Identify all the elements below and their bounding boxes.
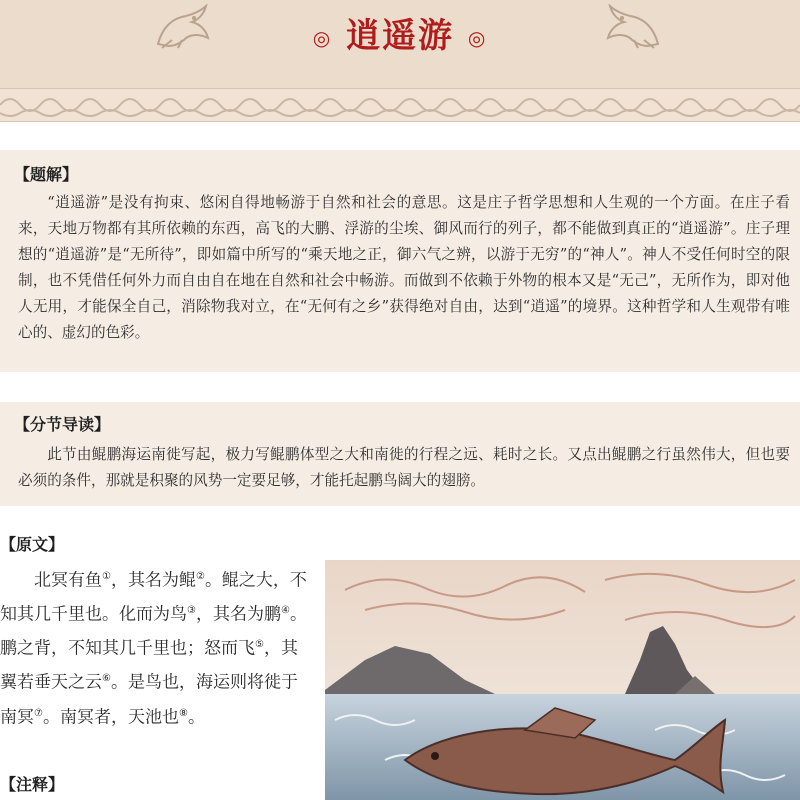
fenjie-section xyxy=(0,402,800,506)
yuanwen-segment: ，其名为鹏 xyxy=(195,604,281,625)
fenjie-paragraph: 此节由鲲鹏海运南徙写起，极力写鲲鹏体型之大和南徙的行程之远、耗时之长。又点出鲲鹏之行虽然伟大，但也要必须的条件，那就是积聚的风势一定要足够，才能托起鹏鸟阔大的翅膀。 xyxy=(18,446,790,489)
kun-fish-painting-image xyxy=(325,560,800,800)
footnote-marker[interactable]: ⑦ xyxy=(34,707,43,719)
footnote-marker[interactable]: ⑤ xyxy=(255,639,264,651)
footnote-marker[interactable]: ① xyxy=(102,571,111,582)
tijie-paragraph: “逍遥游”是没有拘束、悠闲自得地畅游于自然和社会的意思。这是庄子哲学思想和人生观的一个方面。在庄子看来，天地万物都有其所依赖的东西，高飞的大鹏、浮游的尘埃、御风而行的列子，都不能做到真正的“逍遥游”。庄子理想的“逍遥游”是“无所待”，即如篇中所写的“乘天地之正，御六气之辨，以游于无穷”的“神人”。神人不受任何时空的限制，也不凭借任何外力而自由自在地在自然和社会中畅游。而做到不依赖于外物的根本又是“无己”，无所作为，即对他人无用，才能保全自己，消除物我对立，在“无何有之乡”获得绝对自由，达到“逍遥”的境界。这种哲学和人生观带有唯心的、虚幻的色彩。 xyxy=(18,194,790,341)
dragon-right-icon xyxy=(598,4,668,52)
zhushi-heading: 【注释】 xyxy=(0,775,65,794)
header-banner xyxy=(0,0,800,88)
footnote-marker[interactable]: ⑧ xyxy=(178,707,188,719)
yuanwen-segment: 。鲲之大，不知其几千里也。化而为鸟 xyxy=(0,570,307,625)
tijie-section xyxy=(0,150,800,372)
footnote-marker[interactable]: ④ xyxy=(280,605,290,617)
footnote-marker[interactable]: ② xyxy=(195,571,205,582)
yuanwen-segment: ，其名为鲲 xyxy=(110,570,196,591)
yuanwen-segment: 。是鸟也，海运则将徙于南冥 xyxy=(0,673,298,728)
page-title xyxy=(0,8,800,57)
yuanwen-segment: 。 xyxy=(187,707,205,728)
footnote-marker[interactable]: ⑥ xyxy=(102,673,111,685)
pattern-ornament-icon xyxy=(0,89,800,121)
yuanwen-segment: 。南冥者，天池也 xyxy=(42,707,179,728)
title-ornament-right: ◎ xyxy=(467,26,488,50)
yuanwen-segment: ，其翼若垂天之云 xyxy=(0,638,298,694)
fenjie-heading: 【分节导读】 xyxy=(14,415,111,434)
decorative-pattern-band xyxy=(0,88,800,122)
tijie-heading: 【题解】 xyxy=(14,165,79,184)
footnote-marker[interactable]: ③ xyxy=(187,605,196,617)
yuanwen-heading: 【原文】 xyxy=(0,535,65,554)
title-text: 逍遥游 xyxy=(346,16,454,56)
yuanwen-paragraph xyxy=(0,562,310,733)
yuanwen-segment: 北冥有鱼 xyxy=(34,570,102,591)
title-ornament-left: ◎ xyxy=(312,26,333,50)
yuanwen-segment: 。鹏之背，不知其几千里也；怒而飞 xyxy=(0,604,307,659)
